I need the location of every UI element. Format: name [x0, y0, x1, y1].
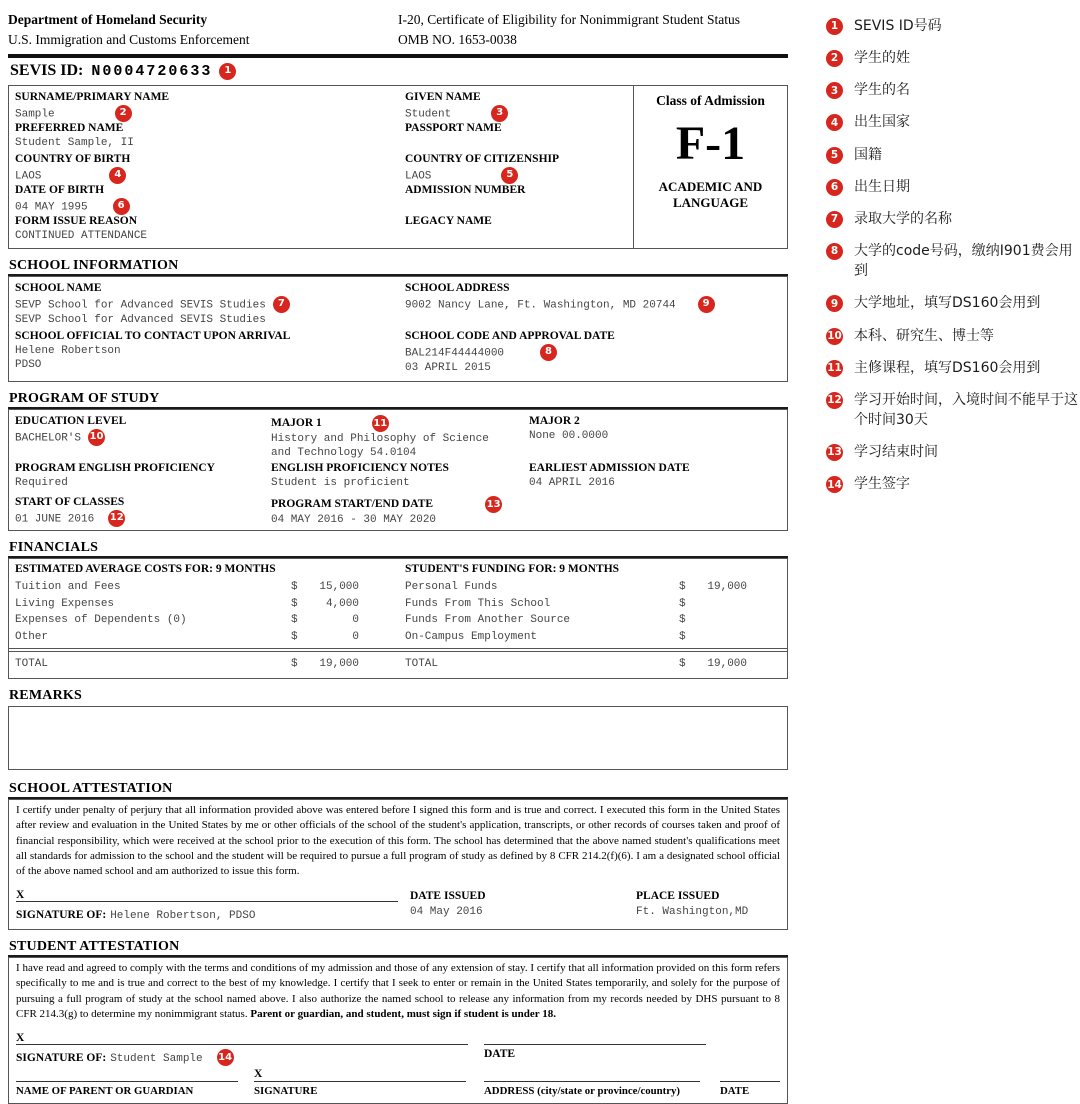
start-of-classes-label: START OF CLASSES — [15, 496, 125, 509]
cost-row-dependents: Expenses of Dependents (0) $ 0 — [15, 614, 359, 627]
legend-text-5: 国籍 — [854, 146, 882, 163]
legend-text-4: 出生国家 — [854, 114, 910, 131]
cost-row-other: Other $ 0 — [15, 630, 359, 643]
place-issued-value: Ft. Washington,MD — [636, 905, 749, 918]
legend-text-1: SEVIS ID号码 — [854, 18, 942, 34]
school-signature-line-row — [16, 889, 780, 902]
legend-text-11: 主修课程，填写DS160会用到 — [854, 359, 1041, 376]
annotation-badge-8: 8 — [540, 344, 557, 361]
given-name-label: GIVEN NAME — [405, 91, 481, 104]
major2-field — [529, 415, 781, 462]
school-address-label: SCHOOL ADDRESS — [405, 282, 510, 295]
parent-address-label: ADDRESS (city/state or province/country) — [484, 1081, 700, 1097]
date-of-birth-value: 04 MAY 1995 6 — [15, 198, 393, 215]
education-level-value: BACHELOR'S 10 — [15, 429, 259, 446]
legend-badge-6: 6 — [826, 179, 843, 196]
legend-item-7 — [826, 209, 1078, 229]
school-name-label: SCHOOL NAME — [15, 282, 102, 295]
program-dates-field — [271, 496, 517, 527]
major2-label: MAJOR 2 — [529, 415, 580, 428]
form-header — [8, 10, 788, 49]
admission-number-field — [405, 184, 627, 215]
school-official-name: Helene Robertson — [15, 344, 121, 357]
student-signature-line-row — [16, 1032, 780, 1045]
legend-badge-5: 5 — [826, 147, 843, 164]
program-dates-label: PROGRAM START/END DATE 13 — [271, 496, 517, 513]
funding-total-value: 19,000 — [707, 658, 747, 671]
student-signatory-value: Student Sample — [110, 1053, 203, 1066]
country-of-birth-field — [15, 153, 393, 184]
english-proficiency-field — [15, 462, 259, 496]
preferred-name-field — [15, 122, 393, 153]
legend-item-8 — [826, 241, 1078, 281]
date-of-birth-field — [15, 184, 393, 215]
parent-name-label: NAME OF PARENT OR GUARDIAN — [16, 1081, 238, 1097]
legend-item-13 — [826, 442, 1078, 462]
given-name-field — [405, 91, 627, 122]
parent-signature-label: SIGNATURE — [254, 1081, 466, 1097]
legend-badge-10: 10 — [826, 328, 843, 345]
earliest-admission-field — [529, 462, 781, 496]
earliest-admission-value: 04 APRIL 2016 — [529, 476, 615, 489]
student-signature-x: X — [16, 1032, 468, 1045]
citizenship-value: LAOS 5 — [405, 167, 627, 184]
legend-badge-9: 9 — [826, 295, 843, 312]
school-attestation-box — [8, 799, 788, 930]
annotation-badge-4: 4 — [109, 167, 126, 184]
school-address-field — [405, 282, 781, 330]
school-signatory-value: Helene Robertson, PDSO — [110, 909, 256, 922]
parent-guardian-row — [16, 1081, 780, 1097]
annotation-badge-5: 5 — [501, 167, 518, 184]
legend-text-13: 学习结束时间 — [854, 444, 938, 461]
given-name-value: Student 3 — [405, 105, 627, 122]
annotation-badge-6: 6 — [113, 198, 130, 215]
school-signature-value-row — [16, 905, 780, 923]
school-attestation-title: SCHOOL ATTESTATION — [8, 780, 788, 799]
sevis-id-label: SEVIS ID: — [10, 62, 84, 80]
legend-item-1 — [826, 16, 1078, 36]
school-left-column — [9, 277, 399, 381]
school-information-box — [8, 276, 788, 382]
funding-row-personal: Personal Funds $ 19,000 — [405, 581, 747, 594]
english-proficiency-value: Required — [15, 476, 68, 489]
legend-text-7: 录取大学的名称 — [854, 210, 952, 227]
student-attestation-body: I have read and agreed to comply with the terms and conditions of my admission and those of any extension of stay. I certify that all information provided on this form refers specifically to me and is true and correct to the best of my knowledge. I certify that I seek to enter or remain in the United States temporarily, and solely for the purpose of pursuing a full program of study at the school named above. I also authorize the named school to release any information from my records needed by DHS pursuant to 8 CFR 214.3(g) to determine my nonimmigrant status. Parent or guardian, and student, must sign if student is under 18. — [16, 961, 780, 1021]
legend-item-9 — [826, 293, 1078, 313]
country-of-birth-value: LAOS 4 — [15, 167, 393, 184]
date-of-birth-label: DATE OF BIRTH — [15, 184, 105, 197]
legend-item-11 — [826, 358, 1078, 378]
legend-badge-12: 12 — [826, 392, 843, 409]
place-issued-label: PLACE ISSUED — [636, 889, 720, 902]
funding-row-on-campus: On-Campus Employment $ — [405, 630, 686, 643]
earliest-admission-label: EARLIEST ADMISSION DATE — [529, 462, 690, 475]
program-of-study-box — [8, 409, 788, 531]
under-18-notice: Parent or guardian, and student, must sign if student is under 18. — [250, 1008, 556, 1021]
school-code-value: BAL214F44444000 8 — [405, 344, 781, 361]
legend-badge-1: 1 — [826, 18, 843, 35]
personal-left-column — [9, 86, 399, 248]
remarks-box — [8, 706, 788, 770]
major1-label: MAJOR 1 11 — [271, 415, 517, 432]
personal-right-column — [399, 86, 633, 248]
school-name-line2: SEVP School for Advanced SEVIS Studies — [15, 313, 266, 326]
student-signature-value-row — [16, 1048, 780, 1066]
student-date-line — [484, 1032, 706, 1045]
form-issue-reason-field — [15, 215, 393, 246]
funding-row-school: Funds From This School $ — [405, 597, 686, 610]
legend-text-3: 学生的名 — [854, 82, 910, 99]
school-signature-x: X — [16, 889, 398, 902]
agency-subname: U.S. Immigration and Customs Enforcement — [8, 31, 250, 47]
school-approval-date: 03 APRIL 2015 — [405, 361, 491, 374]
agency-name: Department of Homeland Security — [8, 12, 208, 27]
start-of-classes-field — [15, 496, 259, 527]
funding-row-another-source: Funds From Another Source $ — [405, 614, 686, 627]
funding-total-label: TOTAL — [405, 658, 439, 671]
form-title: I-20, Certificate of Eligibility for Nonimmigrant Student Status — [398, 12, 740, 27]
citizenship-label: COUNTRY OF CITIZENSHIP — [405, 153, 560, 166]
school-code-label: SCHOOL CODE AND APPROVAL DATE — [405, 330, 615, 343]
legend-item-14 — [826, 474, 1078, 494]
annotation-badge-3: 3 — [491, 105, 508, 122]
class-of-admission-subtitle2: LANGUAGE — [672, 194, 749, 210]
legend-item-5 — [826, 145, 1078, 165]
passport-name-label: PASSPORT NAME — [405, 122, 502, 135]
cost-row-tuition: Tuition and Fees $ 15,000 — [15, 581, 359, 594]
admission-number-label: ADMISSION NUMBER — [405, 184, 526, 197]
legend-item-10 — [826, 326, 1078, 346]
date-issued-label: DATE ISSUED — [410, 889, 486, 902]
major1-value: History and Philosophy of Science and Technology 54.0104 — [271, 433, 489, 460]
program-col2 — [265, 410, 523, 530]
costs-total-value: 19,000 — [319, 658, 359, 671]
major2-value: None 00.0000 — [529, 429, 609, 442]
start-of-classes-value: 01 JUNE 2016 12 — [15, 510, 259, 527]
admission-number-value — [405, 198, 627, 211]
legend-item-4 — [826, 112, 1078, 132]
school-information-title: SCHOOL INFORMATION — [8, 257, 788, 276]
legend-badge-8: 8 — [826, 243, 843, 260]
i20-form — [8, 10, 788, 1104]
legend-text-9: 大学地址，填写DS160会用到 — [854, 295, 1041, 312]
education-level-label: EDUCATION LEVEL — [15, 415, 127, 428]
school-official-field — [15, 330, 393, 378]
annotation-legend — [826, 16, 1078, 507]
surname-field — [15, 91, 393, 122]
major1-field — [271, 415, 517, 462]
student-funding-total: TOTAL $ 19,000 — [399, 656, 787, 673]
citizenship-field — [405, 153, 627, 184]
english-notes-label: ENGLISH PROFICIENCY NOTES — [271, 462, 449, 475]
annotation-badge-2: 2 — [115, 105, 132, 122]
class-of-admission-box — [633, 86, 787, 248]
legend-text-14: 学生签字 — [854, 476, 910, 493]
preferred-name-value: Student Sample, II — [15, 136, 134, 149]
school-name-line1: SEVP School for Advanced SEVIS Studies 7 — [15, 296, 393, 313]
country-of-birth-label: COUNTRY OF BIRTH — [15, 153, 131, 166]
sevis-id-value: N0004720633 — [91, 63, 213, 81]
program-col3 — [523, 410, 787, 530]
legend-item-12 — [826, 390, 1078, 430]
form-issue-reason-value: CONTINUED ATTENDANCE — [15, 229, 148, 242]
parent-date-label: DATE — [720, 1081, 780, 1097]
program-of-study-title: PROGRAM OF STUDY — [8, 390, 788, 409]
form-issue-reason-label: FORM ISSUE REASON — [15, 215, 138, 228]
class-of-admission-value: F-1 — [675, 117, 746, 171]
cost-row-living: Living Expenses $ 4,000 — [15, 597, 359, 610]
personal-info-box — [8, 85, 788, 249]
annotation-badge-14: 14 — [217, 1049, 234, 1066]
school-official-role: PDSO — [15, 359, 42, 372]
student-attestation-title: STUDENT ATTESTATION — [8, 938, 788, 957]
education-level-field — [15, 415, 259, 462]
legend-badge-7: 7 — [826, 211, 843, 228]
legend-item-2 — [826, 48, 1078, 68]
annotation-badge-13: 13 — [485, 496, 502, 513]
english-notes-field — [271, 462, 517, 496]
legend-text-12: 学习开始时间，入境时间不能早于这个时间30天 — [854, 391, 1078, 429]
student-funding-column — [399, 563, 787, 645]
parent-signature-x: X — [254, 1068, 263, 1081]
annotation-badge-11: 11 — [372, 415, 389, 432]
legend-badge-13: 13 — [826, 444, 843, 461]
school-right-column — [399, 277, 787, 381]
english-proficiency-label: PROGRAM ENGLISH PROFICIENCY — [15, 462, 215, 475]
program-col1 — [9, 410, 265, 530]
legend-item-3 — [826, 80, 1078, 100]
legend-badge-14: 14 — [826, 476, 843, 493]
school-official-label: SCHOOL OFFICIAL TO CONTACT UPON ARRIVAL — [15, 330, 291, 343]
omb-number: OMB NO. 1653-0038 — [398, 31, 517, 47]
annotation-badge-10: 10 — [88, 429, 105, 446]
legend-text-2: 学生的姓 — [854, 50, 910, 67]
legend-text-8: 大学的code号码，缴纳I901费会用到 — [854, 243, 1073, 280]
estimated-costs-total: TOTAL $ 19,000 — [9, 656, 399, 673]
annotation-badge-7: 7 — [273, 296, 290, 313]
legend-text-6: 出生日期 — [854, 178, 910, 195]
school-address-value: 9002 Nancy Lane, Ft. Washington, MD 20744 9 — [405, 296, 781, 313]
student-date-label: DATE — [484, 1048, 516, 1061]
annotation-badge-1: 1 — [219, 63, 236, 80]
legacy-name-value — [405, 229, 627, 242]
estimated-costs-column — [9, 563, 399, 645]
passport-name-value — [405, 136, 627, 149]
school-signature-of-label: SIGNATURE OF: — [16, 908, 107, 921]
school-attestation-body: I certify under penalty of perjury that all information provided above was entered before I signed this form and is true and correct. I executed this form in the United States after review and evaluation in the United States by me or other officials of the school of the student's application, transcripts, or other records of courses taken and proof of financial responsibility, which were received at the school prior to the execution of this form. The school has determined that the above named student's qualifications meet all standards for admission to the school and the student will be required to pursue a full program of study as defined by 8 CFR 214.2(f)(6). I am a designated school official of the above named school and am authorized to issue this form. — [16, 803, 780, 878]
legend-badge-11: 11 — [826, 360, 843, 377]
passport-name-field — [405, 122, 627, 153]
estimated-costs-header: ESTIMATED AVERAGE COSTS FOR: 9 MONTHS — [15, 563, 276, 576]
legend-text-10: 本科、研究生、博士等 — [854, 327, 994, 344]
legend-item-6 — [826, 177, 1078, 197]
school-name-field — [15, 282, 393, 330]
financials-box — [8, 558, 788, 679]
legacy-name-field — [405, 215, 627, 246]
student-signature-of-label: SIGNATURE OF: — [16, 1052, 107, 1065]
financials-title: FINANCIALS — [8, 539, 788, 558]
legend-badge-4: 4 — [826, 114, 843, 131]
class-of-admission-label: Class of Admission — [656, 93, 765, 109]
student-attestation-box — [8, 957, 788, 1104]
legacy-name-label: LEGACY NAME — [405, 215, 492, 228]
surname-value: Sample 2 — [15, 105, 393, 122]
school-code-field — [405, 330, 781, 378]
remarks-title: REMARKS — [9, 687, 82, 703]
annotation-badge-12: 12 — [108, 510, 125, 527]
date-issued-value: 04 May 2016 — [410, 905, 483, 918]
student-funding-header: STUDENT'S FUNDING FOR: 9 MONTHS — [405, 563, 620, 576]
surname-label: SURNAME/PRIMARY NAME — [15, 91, 170, 104]
class-of-admission-subtitle1: ACADEMIC AND — [658, 178, 763, 194]
legend-badge-2: 2 — [826, 50, 843, 67]
costs-total-label: TOTAL — [15, 658, 49, 671]
sevis-id-row — [8, 58, 788, 85]
english-notes-value: Student is proficient — [271, 476, 410, 489]
annotation-badge-9: 9 — [698, 296, 715, 313]
program-dates-value: 04 MAY 2016 - 30 MAY 2020 — [271, 514, 437, 527]
legend-badge-3: 3 — [826, 82, 843, 99]
preferred-name-label: PREFERRED NAME — [15, 122, 124, 135]
